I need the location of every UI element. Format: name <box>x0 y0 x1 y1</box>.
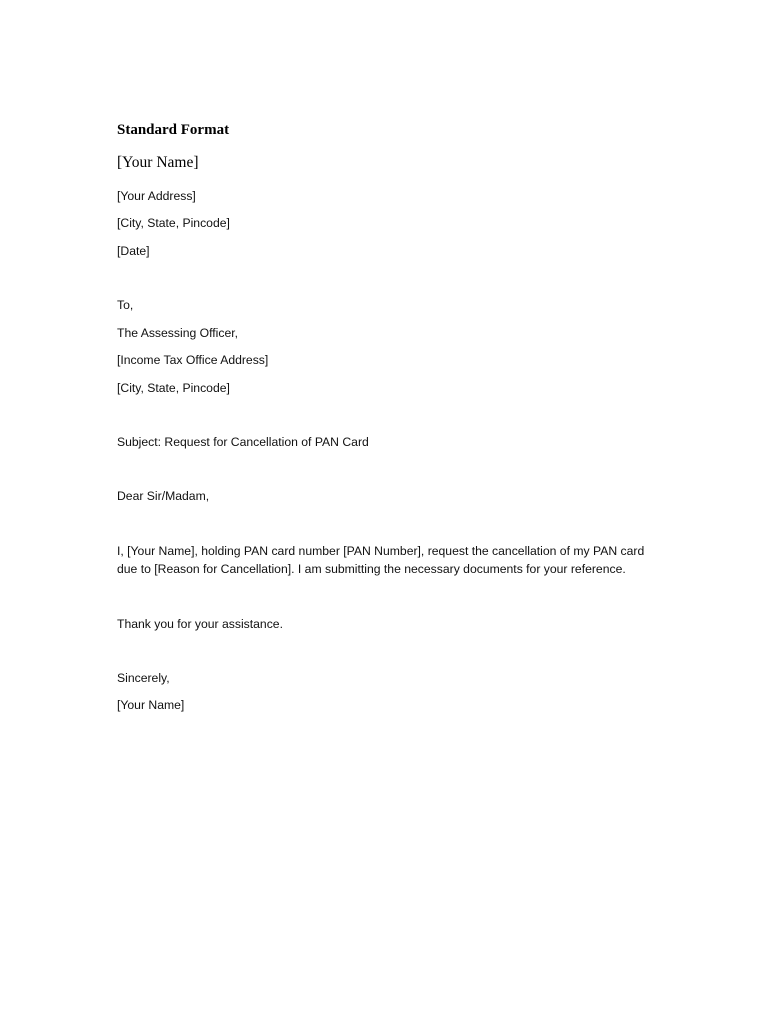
recipient-address: [Income Tax Office Address] <box>117 353 269 367</box>
sender-address: [Your Address] <box>117 189 196 203</box>
thanks-line: Thank you for your assistance. <box>117 617 283 631</box>
to-label: To, <box>117 298 134 312</box>
subject-line: Subject: Request for Cancellation of PAN Card <box>117 435 369 449</box>
body-line: due to [Reason for Cancellation]. I am submitting the necessary documents for your reference. <box>117 562 626 576</box>
sender-city: [City, State, Pincode] <box>117 216 230 230</box>
sender-name: [Your Name] <box>117 154 199 171</box>
salutation: Dear Sir/Madam, <box>117 489 210 503</box>
recipient-title: The Assessing Officer, <box>117 326 239 340</box>
body-line: I, [Your Name], holding PAN card number [PAN Number], request the cancellation of my PAN card <box>117 544 645 558</box>
recipient-city: [City, State, Pincode] <box>117 381 230 395</box>
body-paragraph <box>117 542 647 578</box>
closing: Sincerely, <box>117 671 170 685</box>
document-heading: Standard Format <box>117 122 230 138</box>
letter-date: [Date] <box>117 244 150 258</box>
signature-name: [Your Name] <box>117 698 185 712</box>
